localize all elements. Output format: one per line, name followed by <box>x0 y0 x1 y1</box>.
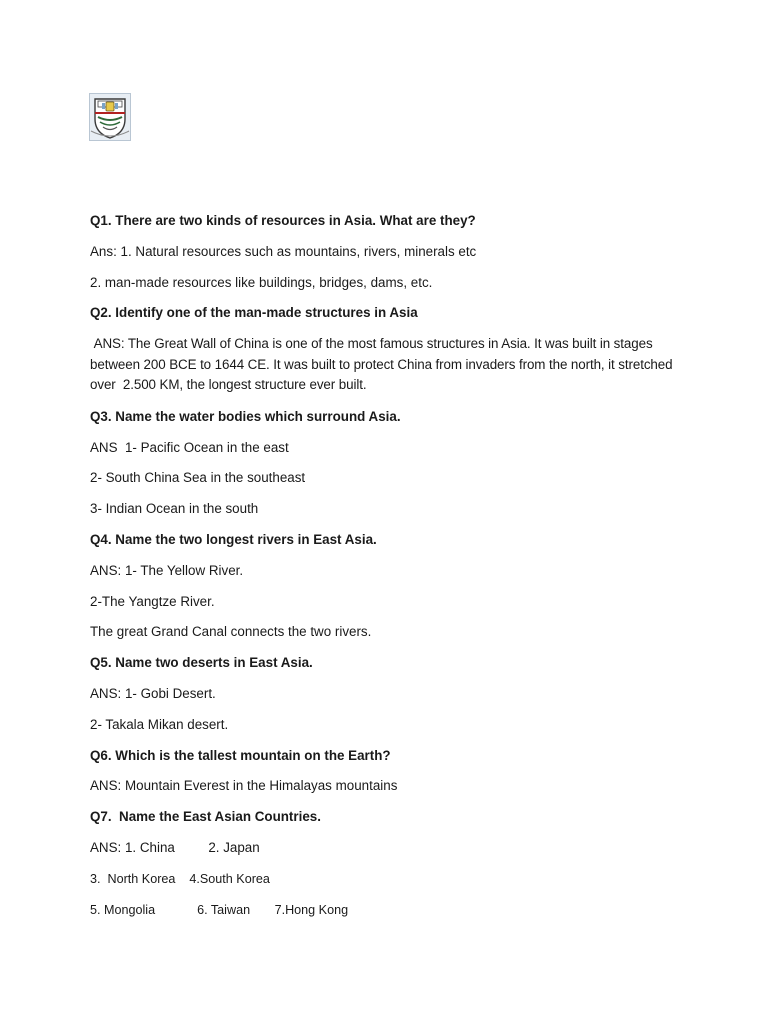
school-crest-icon <box>89 93 131 141</box>
question-7: Q7. Name the East Asian Countries. <box>90 809 321 825</box>
answer-7-line-1: ANS: 1. China 2. Japan <box>90 839 260 855</box>
question-1: Q1. There are two kinds of resources in Asia. What are they? <box>90 213 476 228</box>
answer-6-line-1: ANS: Mountain Everest in the Himalayas mountains <box>90 778 398 794</box>
answer-5-line-1: ANS: 1- Gobi Desert. <box>90 685 216 701</box>
question-4: Q4. Name the two longest rivers in East Asia. <box>90 531 377 547</box>
answer-4-line-2: 2-The Yangtze River. <box>90 593 215 609</box>
answer-1-line-2: 2. man-made resources like buildings, bridges, dams, etc. <box>90 274 433 290</box>
answer-7-line-3: 5. Mongolia 6. Taiwan 7.Hong Kong <box>90 902 349 917</box>
answer-3-line-1: ANS 1- Pacific Ocean in the east <box>90 439 289 455</box>
question-3: Q3. Name the water bodies which surround Asia. <box>90 408 401 424</box>
answer-3-line-2: 2- South China Sea in the southeast <box>90 470 306 486</box>
answer-7-line-2: 3. North Korea 4.South Korea <box>90 871 270 886</box>
answer-3-line-3: 3- Indian Ocean in the south <box>90 501 259 517</box>
answer-1-line-1: Ans: 1. Natural resources such as mountains, rivers, minerals etc <box>90 243 477 259</box>
question-2: Q2. Identify one of the man-made structures in Asia <box>90 305 418 321</box>
answer-5-line-2: 2- Takala Mikan desert. <box>90 716 229 732</box>
qa-content <box>90 211 690 930</box>
answer-2-paragraph: ANS: The Great Wall of China is one of the most famous structures in Asia. It was built in stages between 200 BCE to 1644 CE. It was built to protect China from invaders from the north, it stretched over 2.500 KM, the longest structure ever built. <box>90 336 677 393</box>
question-6: Q6. Which is the tallest mountain on the Earth? <box>90 747 391 763</box>
answer-4-line-1: ANS: 1- The Yellow River. <box>90 562 244 578</box>
question-5: Q5. Name two deserts in East Asia. <box>90 655 313 671</box>
answer-4-line-3: The great Grand Canal connects the two rivers. <box>90 624 372 640</box>
